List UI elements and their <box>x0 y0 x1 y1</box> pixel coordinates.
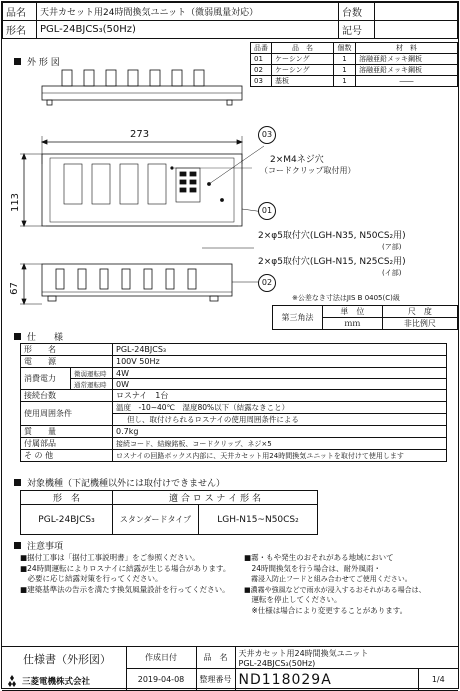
parts-header: 材 料 <box>356 43 458 54</box>
mitsubishi-logo-icon <box>5 675 19 687</box>
spec-label: 質 量 <box>21 426 113 438</box>
caution-item: ■建築基準法の告示を満たす換気風量設計を行ってください。 <box>20 584 230 594</box>
model-name: PGL-24BJCS₃(50Hz) <box>37 21 339 39</box>
footer-left-cell <box>2 647 126 691</box>
count-value <box>375 3 458 21</box>
caution-item: 24時間換気を行う場合は、耐外風雨・ <box>244 563 382 573</box>
scale-label: 尺 度 <box>382 306 457 318</box>
hole-b-sub-note: (イ部) <box>382 269 402 277</box>
caution-title: 注意事項 <box>14 539 63 552</box>
unit-value: ｍｍ <box>323 318 383 330</box>
side-view <box>42 264 232 301</box>
section-bullet-icon <box>14 333 21 340</box>
hole-a-note: 2×φ5取付穴(LGH-N35, N50CS₂用) <box>258 231 406 241</box>
date-value: 2019-04-08 <box>126 669 196 691</box>
parts-cell: 02 <box>251 65 272 76</box>
mgmt-label: 整理番号 <box>196 669 235 691</box>
symbol-label: 記号 <box>339 21 375 39</box>
target-header: 形 名 <box>21 491 113 505</box>
callout-02: 02 <box>258 274 276 292</box>
footer-product-name: 天井カセット用24時間換気ユニット PGL-24BJCS₃(50Hz) <box>235 647 458 669</box>
spec-label: 形 名 <box>21 344 113 356</box>
parts-cell: 1 <box>334 65 356 76</box>
spec-table <box>20 343 447 462</box>
spec-value: 4W <box>113 368 447 379</box>
hole-b-note: 2×φ5取付穴(LGH-N15, N25CS₂用) <box>258 257 406 267</box>
target-table <box>20 490 318 535</box>
spec-value: 接続コード、結線銘板、コードクリップ、ネジ×5 <box>113 438 447 450</box>
caution-item: ※仕様は場合により変更することがあります。 <box>244 605 408 615</box>
spec-sublabel: 通常運転時 <box>71 379 113 390</box>
symbol-value <box>375 21 458 39</box>
company-name: 三菱電機株式会社 <box>22 676 91 687</box>
spec-label: 接続台数 <box>21 390 113 402</box>
projection-method: 第三角法 <box>273 306 323 330</box>
parts-header: 品番 <box>251 43 272 54</box>
parts-cell: 溶融亜鉛メッキ鋼板 <box>356 54 458 65</box>
spec-label: 使用周囲条件 <box>21 402 113 426</box>
callout-03: 03 <box>258 126 276 144</box>
spec-label: そ の 他 <box>21 450 113 462</box>
projection-table <box>272 305 458 330</box>
scale-value: 非比例尺 <box>382 318 457 330</box>
caution-item: ■濃霧や強風などで雨水が浸入するおそれがある場合は、 <box>244 585 426 594</box>
date-label: 作成日付 <box>126 647 196 669</box>
spec-value: 温度 -10~40℃ 湿度80%以下（結露なきこと） <box>113 402 447 414</box>
hole-a-sub-note: (ア部) <box>382 243 402 251</box>
spec-value: ロスナイの回路ボックス内部に、天井カセット用24時間換気ユニットを取付けて使用します <box>113 450 447 462</box>
parts-cell: 03 <box>251 76 272 87</box>
spec-sublabel: 微弱運転時 <box>71 368 113 379</box>
spec-value: ロスナイ 1台 <box>113 390 447 402</box>
target-type: スタンダードタイプ <box>113 505 199 535</box>
target-compatible: LGH-N15~N50CS₂ <box>199 505 318 535</box>
spec-title: 仕 様 <box>14 330 63 343</box>
name-label: 品 名 <box>196 647 235 669</box>
top-elevation-view <box>42 70 242 105</box>
parts-cell: 1 <box>334 76 356 87</box>
parts-cell: 1 <box>334 54 356 65</box>
spec-value: 100V 50Hz <box>113 356 447 368</box>
footer-table <box>2 646 458 691</box>
parts-header: 品 名 <box>272 43 334 54</box>
plan-view <box>42 154 242 226</box>
target-header: 適 合 ロ ス ナ イ 形 名 <box>113 491 318 505</box>
section-bullet-icon <box>14 542 21 549</box>
model-label: 形名 <box>3 21 37 39</box>
name-label: 品名 <box>3 3 37 21</box>
spec-value: PGL-24BJCS₃ <box>113 344 447 356</box>
unit-label: 単 位 <box>323 306 383 318</box>
count-label: 台数 <box>339 3 375 21</box>
screw-sub-note: （コードクリップ取付用） <box>260 166 356 175</box>
spec-label: 消費電力 <box>21 368 71 390</box>
parts-cell: 基板 <box>272 76 334 87</box>
parts-cell: 01 <box>251 54 272 65</box>
dim-width: 273 <box>130 129 150 140</box>
parts-cell: ―― <box>356 76 458 87</box>
spec-label: 付属部品 <box>21 438 113 450</box>
tolerance-note: ※公差なき寸法はJIS B 0405(C)級 <box>292 294 400 302</box>
caution-right <box>244 553 454 616</box>
target-title: 対象機種（下記機種以外には取付けできません） <box>14 476 225 489</box>
caution-item: ■霧・もや発生のおそれがある地域において <box>244 553 394 562</box>
dim-height-side: 67 <box>8 282 20 295</box>
page-number: 1/4 <box>418 669 458 691</box>
spec-label: 電 源 <box>21 356 113 368</box>
callout-01: 01 <box>258 202 276 220</box>
screw-note: 2×M4ネジ穴 <box>270 155 324 165</box>
outline-title: 外 形 図 <box>14 55 60 68</box>
section-bullet-icon <box>14 479 21 486</box>
caution-item: 必要に応じ結露対策を行ってください。 <box>20 574 163 583</box>
spec-value: 0.7kg <box>113 426 447 438</box>
parts-cell: ケーシング <box>272 54 334 65</box>
parts-cell: 溶融亜鉛メッキ鋼板 <box>356 65 458 76</box>
spec-value: 0W <box>113 379 447 390</box>
header-table <box>2 2 458 39</box>
target-model: PGL-24BJCS₃ <box>21 505 113 535</box>
parts-cell: ケーシング <box>272 65 334 76</box>
doc-type: 仕様書（外形図） <box>23 652 111 666</box>
mgmt-number: ND118029A <box>235 669 418 691</box>
caution-left <box>20 553 238 595</box>
parts-header: 個数 <box>334 43 356 54</box>
spec-sheet <box>1 1 459 689</box>
caution-item: 運転を停止してください。 <box>244 595 342 604</box>
product-name: 天井カセット用24時間換気ユニット（微弱風量対応） <box>37 3 339 21</box>
dim-height-top: 113 <box>10 192 22 213</box>
caution-item: ■据付工事は「据付工事説明書」をご参照ください。 <box>20 553 200 562</box>
caution-item: 霧浸入防止フードと組み合わせてご使用ください。 <box>244 575 412 583</box>
spec-value: 但し、取付けられるロスナイの使用周囲条件による <box>113 414 447 426</box>
caution-item: ■24時間運転によりロスナイに結露が生じる場合があります。 <box>20 563 231 573</box>
